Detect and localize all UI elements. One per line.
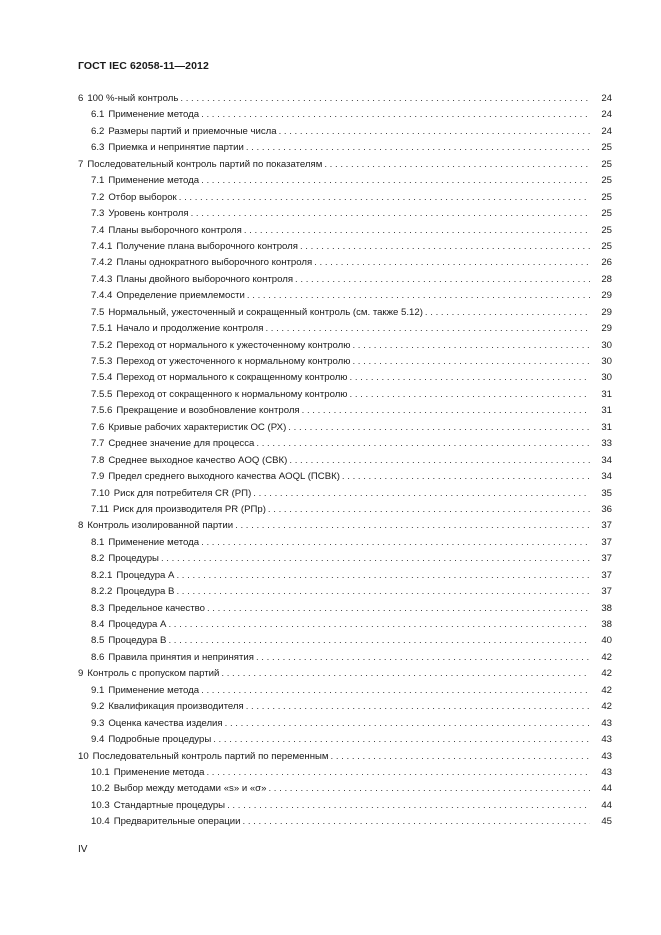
toc-entry-page: 35 bbox=[601, 487, 612, 499]
toc-entry-text: Среднее выходное качество AOQ (СВК) bbox=[108, 454, 288, 466]
toc-entry-title bbox=[91, 338, 352, 354]
toc-entry-page: 30 bbox=[601, 356, 612, 367]
toc-leader-dots bbox=[201, 683, 590, 699]
toc-leader-dots bbox=[288, 420, 590, 436]
toc-entry[interactable] bbox=[78, 321, 612, 337]
toc-entry-text: Контроль с пропуском партий bbox=[87, 668, 220, 680]
toc-leader-dots bbox=[201, 107, 590, 123]
toc-entry[interactable] bbox=[78, 633, 612, 649]
toc-leader-dots bbox=[314, 255, 590, 271]
toc-entry-title bbox=[91, 107, 201, 123]
toc-entry-number: 10.4 bbox=[91, 816, 110, 828]
page-number: IV bbox=[78, 844, 88, 855]
toc-leader-dots bbox=[268, 502, 590, 518]
toc-entry[interactable] bbox=[78, 190, 612, 206]
toc-entry-number: 8.1 bbox=[91, 536, 105, 548]
toc-entry-number: 7.5 bbox=[91, 306, 105, 318]
toc-leader-dots bbox=[213, 732, 590, 748]
toc-entry-page: 24 bbox=[601, 93, 612, 104]
toc-entry-page: 33 bbox=[601, 438, 612, 450]
toc-entry[interactable] bbox=[78, 255, 612, 271]
toc-entry-page: 40 bbox=[601, 635, 612, 647]
toc-entry[interactable] bbox=[78, 699, 612, 715]
toc-entry-text: Квалификация производителя bbox=[108, 701, 244, 713]
toc-entry-number: 7.8 bbox=[91, 454, 105, 466]
toc-entry-page: 42 bbox=[601, 668, 612, 680]
toc-entry[interactable] bbox=[78, 683, 612, 699]
table-of-contents bbox=[78, 91, 612, 831]
toc-entry-number: 8.2.1 bbox=[91, 569, 113, 581]
toc-entry-page: 25 bbox=[601, 142, 612, 154]
toc-entry[interactable] bbox=[78, 305, 612, 321]
toc-entry-text: Последовательный контроль партий по показателям bbox=[87, 158, 323, 170]
toc-leader-dots bbox=[425, 305, 590, 321]
toc-entry-page: 25 bbox=[601, 175, 612, 187]
toc-entry-number: 9.2 bbox=[91, 701, 105, 713]
toc-entry-text: Применение метода bbox=[108, 684, 200, 696]
toc-entry-text: Переход от нормального к сокращенному контролю bbox=[116, 372, 348, 384]
toc-leader-dots bbox=[302, 403, 590, 419]
toc-entry-text: Процедура В bbox=[116, 586, 175, 598]
toc-entry-text: Риск для потребителя CR (РП) bbox=[113, 487, 252, 499]
toc-entry-text: Предельное качество bbox=[108, 602, 205, 614]
toc-entry-page: 25 bbox=[601, 191, 612, 203]
toc-entry-page: 43 bbox=[601, 717, 612, 729]
toc-entry-text: Последовательный контроль партий по переменным bbox=[92, 750, 329, 762]
toc-entry-number: 8.3 bbox=[91, 602, 105, 614]
toc-entry-title bbox=[91, 436, 256, 452]
toc-entry-title bbox=[91, 173, 201, 189]
toc-entry-page: 37 bbox=[601, 520, 612, 532]
toc-leader-dots bbox=[243, 814, 590, 830]
toc-entry[interactable] bbox=[78, 486, 612, 502]
toc-entry-page: 28 bbox=[601, 273, 612, 285]
toc-entry-title bbox=[91, 814, 243, 830]
toc-entry-text: Процедуры bbox=[108, 553, 159, 565]
toc-entry[interactable] bbox=[78, 239, 612, 255]
toc-entry[interactable] bbox=[78, 420, 612, 436]
toc-entry[interactable] bbox=[78, 453, 612, 469]
toc-leader-dots bbox=[180, 91, 590, 107]
toc-entry-title bbox=[78, 157, 324, 173]
toc-leader-dots bbox=[350, 370, 591, 386]
toc-entry-title bbox=[91, 190, 179, 206]
toc-entry-number: 7.5.3 bbox=[91, 356, 113, 367]
toc-entry-page: 43 bbox=[601, 734, 612, 746]
toc-entry-title bbox=[91, 370, 350, 386]
toc-entry-title bbox=[91, 765, 206, 781]
toc-entry-page: 30 bbox=[601, 372, 612, 384]
toc-entry-title bbox=[78, 666, 221, 682]
toc-entry-page: 31 bbox=[601, 388, 612, 400]
toc-entry-page: 37 bbox=[601, 569, 612, 581]
toc-leader-dots bbox=[331, 749, 591, 765]
toc-entry-text: Оценка качества изделия bbox=[108, 717, 223, 729]
toc-entry-text: Планы однократного выборочного контроля bbox=[116, 257, 313, 269]
toc-entry-text: Отбор выборок bbox=[108, 191, 177, 203]
toc-entry-title bbox=[91, 683, 201, 699]
toc-leader-dots bbox=[253, 486, 590, 502]
toc-entry-text: Определение приемлемости bbox=[116, 290, 245, 302]
toc-leader-dots bbox=[191, 206, 590, 222]
toc-entry-title bbox=[91, 716, 225, 732]
toc-entry-title bbox=[91, 601, 207, 617]
toc-entry-page: 37 bbox=[601, 586, 612, 598]
toc-entry-page: 44 bbox=[601, 799, 612, 811]
toc-leader-dots bbox=[352, 354, 590, 370]
page-header: ГОСТ IEC 62058-11—2012 bbox=[78, 60, 209, 72]
toc-entry-number: 8.2 bbox=[91, 553, 105, 565]
toc-entry-text: Применение метода bbox=[108, 109, 200, 121]
toc-entry[interactable] bbox=[78, 338, 612, 354]
toc-entry-number: 7.4.1 bbox=[91, 240, 113, 252]
toc-entry-title bbox=[91, 420, 288, 436]
toc-entry-page: 25 bbox=[601, 208, 612, 220]
toc-entry-text: Уровень контроля bbox=[108, 208, 189, 220]
toc-entry-title bbox=[91, 699, 246, 715]
toc-leader-dots bbox=[256, 436, 590, 452]
toc-entry[interactable] bbox=[78, 814, 612, 830]
toc-entry-text: Применение метода bbox=[108, 175, 200, 187]
toc-entry-number: 10.3 bbox=[91, 799, 110, 811]
toc-entry-title bbox=[91, 535, 201, 551]
toc-entry-text: Процедура А bbox=[108, 619, 167, 630]
toc-entry[interactable] bbox=[78, 749, 612, 765]
toc-entry-title bbox=[91, 354, 352, 370]
toc-leader-dots bbox=[256, 650, 590, 666]
toc-entry-number: 6 bbox=[78, 93, 84, 104]
toc-entry-number: 10 bbox=[78, 750, 89, 762]
toc-entry-page: 42 bbox=[601, 651, 612, 663]
toc-entry-text: Планы двойного выборочного контроля bbox=[116, 273, 294, 285]
toc-entry-page: 43 bbox=[601, 750, 612, 762]
toc-entry[interactable] bbox=[78, 206, 612, 222]
toc-leader-dots bbox=[246, 699, 590, 715]
toc-leader-dots bbox=[247, 288, 590, 304]
toc-entry-text: Подробные процедуры bbox=[108, 734, 212, 746]
toc-entry-text: 100 %-ный контроль bbox=[87, 93, 179, 104]
toc-entry-number: 9.3 bbox=[91, 717, 105, 729]
toc-entry-page: 38 bbox=[601, 619, 612, 630]
toc-entry-page: 37 bbox=[601, 553, 612, 565]
toc-entry[interactable] bbox=[78, 403, 612, 419]
toc-entry-text: Выбор между методами «s» и «σ» bbox=[113, 783, 267, 795]
toc-entry[interactable] bbox=[78, 91, 612, 107]
toc-leader-dots bbox=[179, 190, 590, 206]
toc-entry-page: 25 bbox=[601, 240, 612, 252]
toc-entry-number: 9 bbox=[78, 668, 84, 680]
toc-leader-dots bbox=[235, 518, 590, 534]
toc-entry-number: 7.5.4 bbox=[91, 372, 113, 384]
toc-leader-dots bbox=[201, 173, 590, 189]
toc-entry-number: 7.5.2 bbox=[91, 339, 113, 351]
toc-entry-page: 31 bbox=[601, 405, 612, 417]
toc-leader-dots bbox=[342, 469, 590, 485]
toc-leader-dots bbox=[225, 716, 590, 732]
toc-entry-page: 36 bbox=[601, 503, 612, 515]
toc-entry[interactable] bbox=[78, 502, 612, 518]
toc-leader-dots bbox=[161, 551, 590, 567]
toc-entry-title bbox=[91, 650, 256, 666]
toc-leader-dots bbox=[265, 321, 590, 337]
toc-entry[interactable] bbox=[78, 436, 612, 452]
toc-entry-title bbox=[91, 305, 425, 321]
toc-entry-number: 9.1 bbox=[91, 684, 105, 696]
toc-entry-number: 8.2.2 bbox=[91, 586, 113, 598]
toc-entry-page: 38 bbox=[601, 602, 612, 614]
toc-entry-title bbox=[91, 387, 350, 403]
toc-entry[interactable] bbox=[78, 124, 612, 140]
toc-entry-page: 29 bbox=[601, 306, 612, 318]
toc-leader-dots bbox=[207, 601, 590, 617]
toc-entry-title bbox=[91, 502, 268, 518]
toc-entry[interactable] bbox=[78, 223, 612, 239]
toc-entry-text: Кривые рабочих характеристик ОС (РХ) bbox=[108, 421, 287, 433]
toc-entry[interactable] bbox=[78, 798, 612, 814]
toc-entry-number: 7.5.5 bbox=[91, 388, 113, 400]
toc-entry-page: 30 bbox=[601, 339, 612, 351]
toc-entry-text: Контроль изолированной партии bbox=[87, 520, 234, 532]
toc-entry-page: 25 bbox=[601, 224, 612, 236]
toc-entry[interactable] bbox=[78, 518, 612, 534]
toc-leader-dots bbox=[350, 387, 591, 403]
toc-entry-page: 26 bbox=[601, 257, 612, 269]
toc-entry-number: 7.6 bbox=[91, 421, 105, 433]
toc-entry-text: Планы выборочного контроля bbox=[108, 224, 242, 236]
toc-entry-page: 25 bbox=[601, 158, 612, 170]
toc-leader-dots bbox=[295, 272, 590, 288]
toc-entry-title bbox=[91, 469, 342, 485]
toc-entry-number: 7.10 bbox=[91, 487, 110, 499]
toc-entry[interactable] bbox=[78, 140, 612, 156]
toc-entry-page: 42 bbox=[601, 701, 612, 713]
toc-entry-title bbox=[78, 749, 331, 765]
toc-entry-text: Начало и продолжение контроля bbox=[116, 323, 264, 335]
toc-leader-dots bbox=[227, 798, 590, 814]
toc-entry-title bbox=[91, 617, 168, 633]
toc-entry[interactable] bbox=[78, 568, 612, 584]
toc-entry-title bbox=[91, 798, 227, 814]
toc-entry-number: 7.3 bbox=[91, 208, 105, 220]
toc-entry[interactable] bbox=[78, 716, 612, 732]
toc-entry-title bbox=[91, 223, 244, 239]
toc-entry-page: 24 bbox=[601, 109, 612, 121]
toc-leader-dots bbox=[279, 124, 590, 140]
toc-entry-title bbox=[91, 239, 300, 255]
toc-leader-dots bbox=[246, 140, 590, 156]
toc-entry-title bbox=[91, 568, 176, 584]
toc-entry-title bbox=[91, 321, 265, 337]
toc-entry[interactable] bbox=[78, 157, 612, 173]
toc-entry-text: Предварительные операции bbox=[113, 816, 241, 828]
toc-entry-number: 7.1 bbox=[91, 175, 105, 187]
toc-entry-page: 31 bbox=[601, 421, 612, 433]
toc-entry-number: 7.4.4 bbox=[91, 290, 113, 302]
toc-entry-text: Применение метода bbox=[113, 766, 205, 778]
toc-leader-dots bbox=[168, 633, 590, 649]
toc-entry-text: Предел среднего выходного качества AOQL (ПСВК) bbox=[108, 471, 340, 483]
toc-entry-title bbox=[91, 124, 279, 140]
toc-entry-page: 37 bbox=[601, 536, 612, 548]
toc-entry-number: 8.4 bbox=[91, 619, 105, 630]
toc-entry-number: 7.4.2 bbox=[91, 257, 113, 269]
toc-entry[interactable] bbox=[78, 732, 612, 748]
toc-entry[interactable] bbox=[78, 469, 612, 485]
toc-leader-dots bbox=[206, 765, 590, 781]
toc-entry-text: Получение плана выборочного контроля bbox=[116, 240, 298, 252]
toc-leader-dots bbox=[168, 617, 590, 633]
toc-entry-text: Правила принятия и непринятия bbox=[108, 651, 254, 663]
toc-entry-text: Нормальный, ужесточенный и сокращенный контроль (см. также 5.12) bbox=[108, 306, 423, 318]
toc-entry[interactable] bbox=[78, 666, 612, 682]
toc-entry[interactable] bbox=[78, 601, 612, 617]
toc-entry-number: 6.2 bbox=[91, 125, 105, 137]
toc-entry-number: 6.1 bbox=[91, 109, 105, 121]
toc-entry[interactable] bbox=[78, 272, 612, 288]
toc-entry-number: 7 bbox=[78, 158, 84, 170]
toc-entry-title bbox=[91, 486, 253, 502]
toc-entry-text: Переход от сокращенного к нормальному контролю bbox=[116, 388, 348, 400]
toc-entry-title bbox=[91, 732, 213, 748]
toc-entry-page: 34 bbox=[601, 471, 612, 483]
toc-entry-number: 8.6 bbox=[91, 651, 105, 663]
toc-entry-text: Переход от ужесточенного к нормальному контролю bbox=[116, 356, 351, 367]
toc-entry-title bbox=[91, 255, 314, 271]
toc-leader-dots bbox=[352, 338, 590, 354]
toc-leader-dots bbox=[300, 239, 590, 255]
toc-entry-title bbox=[91, 403, 302, 419]
toc-entry-title bbox=[91, 633, 168, 649]
toc-entry-text: Размеры партий и приемочные числа bbox=[108, 125, 277, 137]
toc-entry-number: 8 bbox=[78, 520, 84, 532]
toc-entry-title bbox=[91, 453, 289, 469]
toc-entry-number: 9.4 bbox=[91, 734, 105, 746]
toc-entry[interactable] bbox=[78, 650, 612, 666]
toc-entry-title bbox=[91, 272, 295, 288]
toc-entry-title bbox=[91, 288, 247, 304]
toc-leader-dots bbox=[176, 584, 590, 600]
toc-entry-page: 43 bbox=[601, 766, 612, 778]
toc-entry-page: 44 bbox=[601, 783, 612, 795]
toc-entry-number: 10.2 bbox=[91, 783, 110, 795]
toc-entry-number: 7.11 bbox=[91, 503, 109, 515]
toc-entry[interactable] bbox=[78, 387, 612, 403]
toc-entry-title bbox=[91, 206, 191, 222]
toc-entry-number: 7.5.1 bbox=[91, 323, 113, 335]
toc-entry-text: Среднее значение для процесса bbox=[108, 438, 255, 450]
toc-entry-number: 7.5.6 bbox=[91, 405, 113, 417]
toc-entry[interactable] bbox=[78, 765, 612, 781]
toc-entry-text: Прекращение и возобновление контроля bbox=[116, 405, 300, 417]
toc-entry-page: 29 bbox=[601, 290, 612, 302]
toc-entry-page: 24 bbox=[601, 125, 612, 137]
toc-entry-number: 7.2 bbox=[91, 191, 105, 203]
toc-entry[interactable] bbox=[78, 370, 612, 386]
toc-entry-text: Процедура В bbox=[108, 635, 167, 647]
toc-entry[interactable] bbox=[78, 584, 612, 600]
toc-entry[interactable] bbox=[78, 617, 612, 633]
toc-entry-number: 7.9 bbox=[91, 471, 105, 483]
toc-entry-title bbox=[91, 781, 268, 797]
toc-entry-text: Процедура А bbox=[116, 569, 175, 581]
toc-entry-number: 7.7 bbox=[91, 438, 105, 450]
toc-leader-dots bbox=[268, 781, 590, 797]
toc-leader-dots bbox=[176, 568, 590, 584]
toc-entry-page: 45 bbox=[601, 816, 612, 828]
toc-entry-number: 7.4.3 bbox=[91, 273, 113, 285]
toc-entry-title bbox=[91, 140, 246, 156]
toc-entry[interactable] bbox=[78, 107, 612, 123]
toc-entry-page: 34 bbox=[601, 454, 612, 466]
toc-entry-page: 42 bbox=[601, 684, 612, 696]
toc-entry[interactable] bbox=[78, 781, 612, 797]
toc-leader-dots bbox=[244, 223, 590, 239]
toc-entry[interactable] bbox=[78, 354, 612, 370]
toc-entry-text: Переход от нормального к ужесточенному контролю bbox=[116, 339, 351, 351]
toc-entry-title bbox=[91, 551, 161, 567]
toc-leader-dots bbox=[289, 453, 590, 469]
toc-entry-number: 10.1 bbox=[91, 766, 110, 778]
toc-entry-text: Стандартные процедуры bbox=[113, 799, 226, 811]
toc-entry-number: 8.5 bbox=[91, 635, 105, 647]
toc-leader-dots bbox=[201, 535, 590, 551]
toc-entry[interactable] bbox=[78, 551, 612, 567]
toc-entry[interactable] bbox=[78, 535, 612, 551]
toc-entry-text: Риск для производителя PR (РПр) bbox=[112, 503, 266, 515]
toc-entry-number: 6.3 bbox=[91, 142, 105, 154]
toc-leader-dots bbox=[324, 157, 590, 173]
toc-entry-text: Применение метода bbox=[108, 536, 200, 548]
toc-entry-number: 7.4 bbox=[91, 224, 105, 236]
toc-entry-title bbox=[78, 518, 235, 534]
toc-leader-dots bbox=[221, 666, 590, 682]
toc-entry-page: 29 bbox=[601, 323, 612, 335]
toc-entry-title bbox=[78, 91, 180, 107]
toc-entry-title bbox=[91, 584, 176, 600]
toc-entry-text: Приемка и непринятие партии bbox=[108, 142, 244, 154]
toc-entry[interactable] bbox=[78, 173, 612, 189]
toc-entry[interactable] bbox=[78, 288, 612, 304]
